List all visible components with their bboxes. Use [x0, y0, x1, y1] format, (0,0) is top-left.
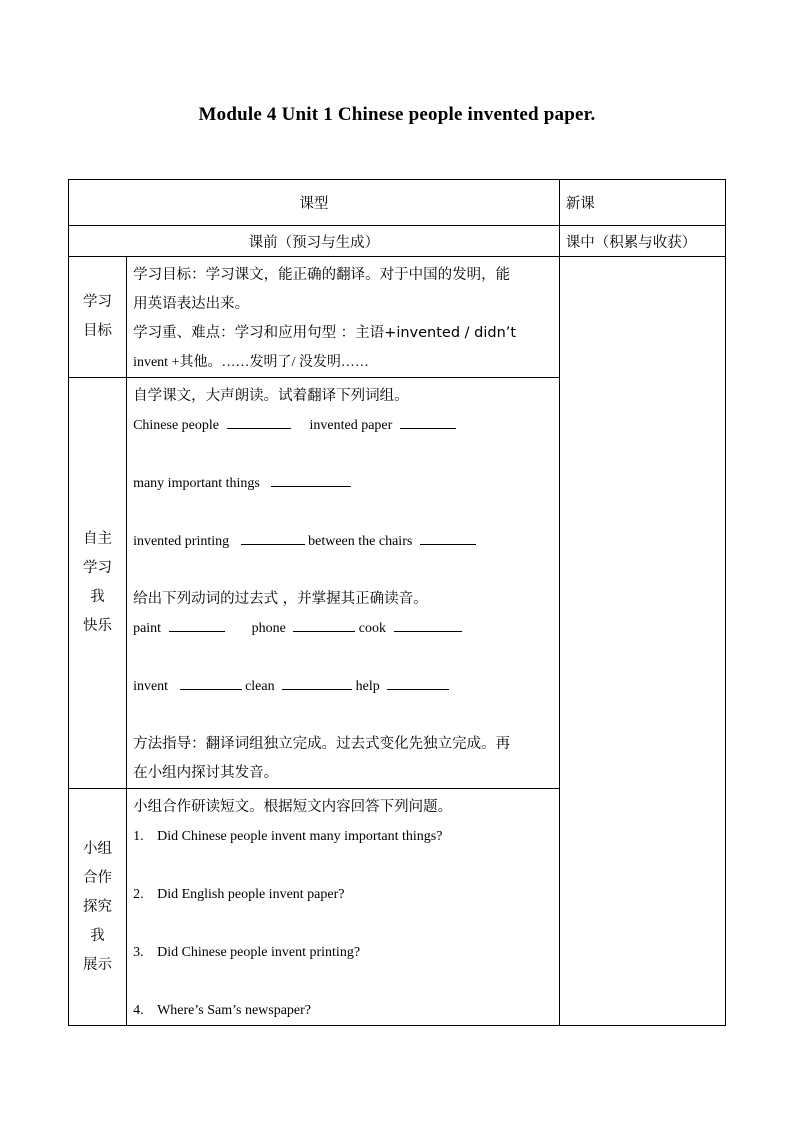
answer-blank[interactable] — [282, 677, 352, 690]
self-study-intro: 自学课文，大声朗读。试着翻译下列词组。 — [133, 388, 409, 404]
question-item: 1. Did Chinese people invent many important things? — [133, 829, 443, 844]
phrase-line: invented printing between the chairs — [133, 527, 553, 556]
question-item: 4. Where’s Sam’s newspaper? — [133, 1003, 312, 1018]
answer-blank[interactable] — [387, 677, 449, 690]
focus-line: invent +其他。……发明了/ 没发明…… — [133, 355, 369, 370]
goal-line: 学习目标：学习课文，能正确的翻译。对于中国的发明，能 — [133, 267, 511, 283]
lesson-type-value: 新课 — [559, 180, 725, 226]
answer-blank[interactable] — [400, 416, 456, 429]
lesson-plan-table — [68, 179, 726, 1026]
goal-line: 用英语表达出来。 — [133, 296, 250, 312]
goals-side-label: 学习 目标 — [69, 257, 127, 378]
answer-blank[interactable] — [420, 532, 476, 545]
answer-blank[interactable] — [180, 677, 242, 690]
phrase-line: Chinese people invented paper — [133, 411, 553, 440]
answer-blank[interactable] — [394, 619, 462, 632]
in-class-header: 课中（积累与收获） — [559, 226, 725, 257]
method-line: 在小组内探讨其发音。 — [133, 765, 279, 781]
group-side-label: 小组 合作 探究 我 展示 — [69, 789, 127, 1026]
in-class-notes-area[interactable] — [559, 257, 725, 1026]
past-tense-intro: 给出下列动词的过去式 ，并掌握其正确读音。 — [133, 591, 428, 607]
self-study-content — [127, 378, 560, 789]
lesson-type-row — [69, 180, 726, 226]
answer-blank[interactable] — [293, 619, 355, 632]
answer-blank[interactable] — [271, 474, 351, 487]
question-item: 3. Did Chinese people invent printing? — [133, 945, 361, 960]
pre-class-header: 课前（预习与生成） — [69, 226, 560, 257]
verb-line: invent clean help — [133, 672, 553, 701]
method-line: 方法指导：翻译词组独立完成。过去式变化先独立完成。再 — [133, 736, 511, 752]
verb-line: paint phone cook — [133, 614, 553, 643]
goals-row — [69, 257, 726, 378]
group-content — [127, 789, 560, 1026]
focus-line: 学习重、难点：学习和应用句型 ：主语+invented / didn’t — [133, 325, 517, 341]
section-header-row — [69, 226, 726, 257]
phrase-line: many important things — [133, 469, 553, 498]
lesson-type-label: 课型 — [69, 180, 560, 226]
answer-blank[interactable] — [241, 532, 305, 545]
document-title: Module 4 Unit 1 Chinese people invented paper. — [198, 104, 596, 125]
answer-blank[interactable] — [227, 416, 291, 429]
group-intro: 小组合作研读短文。根据短文内容回答下列问题。 — [133, 799, 453, 815]
goals-content — [127, 257, 560, 378]
self-study-side-label: 自主 学习 我 快乐 — [69, 378, 127, 789]
answer-blank[interactable] — [169, 619, 225, 632]
question-item: 2. Did English people invent paper? — [133, 887, 345, 902]
